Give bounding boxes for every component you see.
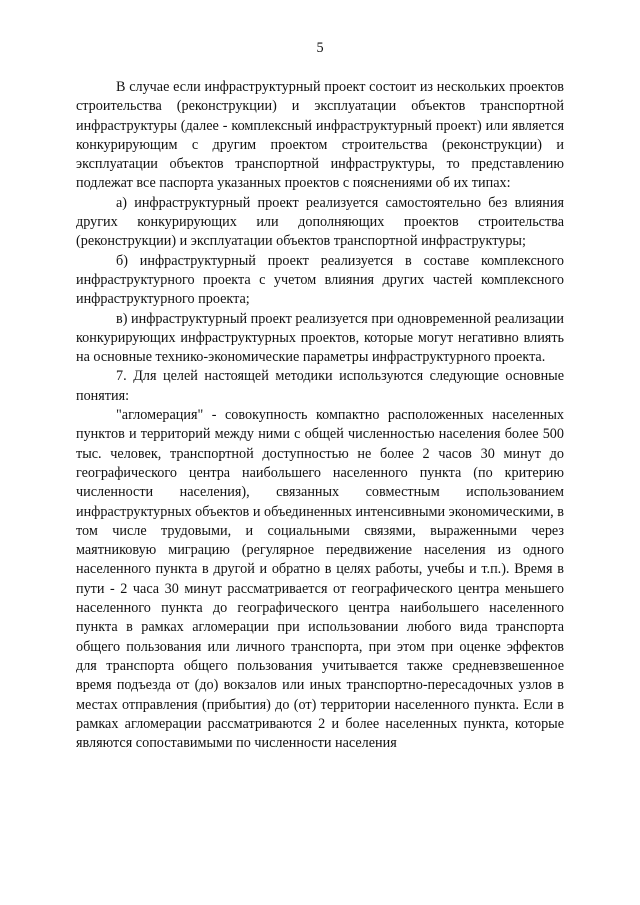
paragraph-section-7: 7. Для целей настоящей методики используются следующие основные понятия: <box>76 368 564 404</box>
paragraph-type-b: б) инфраструктурный проект реализуется в составе комплексного инфраструктурного проекта с учетом влияния других частей комплексного инфраструктурного проекта; <box>76 252 564 308</box>
paragraph-agglomeration-definition: "агломерация" - совокупность компактно расположенных населенных пунктов и территорий между ними с общей численностью населения более 500 тыс. человек, транспортной доступностью не более 2 часов 30 минут до географического центра наибольшего населенного пункта (по критерию численности населения), связанных совместным использованием инфраструктурных объектов и объединенных интенсивными экономическими, в том числе трудовыми, и социальными связями, выраженными через маятниковую миграцию (регулярное передвижение населения из одного населенного пункта в другой и обратно в целях работы, учебы и т.п.). Время в пути - 2 часа 30 минут рассматривается от географического центра меньшего населенного пункта до географического центра наибольшего населенного пункта в рамках агломерации при использовании любого вида транспорта общего пользования или личного транспорта, при этом при оценке эффектов для транспорта общего пользования учитывается также средневзвешенное время подъезда от (до) вокзалов или иных транспортно-пересадочных узлов в местах отправления (прибытия) до (от) территории населенного пункта. Если в рамках агломерации рассматриваются 2 и более населенных пункта, которые являются сопоставимыми по численности населения <box>76 407 564 752</box>
page-number: 5 <box>316 40 324 56</box>
body-text <box>76 78 564 753</box>
paragraph-type-c: в) инфраструктурный проект реализуется при одновременной реализации конкурирующих инфраструктурных проектов, которые могут негативно влиять на основные технико-экономические параметры инфраструктурного проекта. <box>76 310 564 366</box>
paragraph-complex-project-intro: В случае если инфраструктурный проект состоит из нескольких проектов строительства (реконструкции) и эксплуатации объектов транспортной инфраструктуры (далее - комплексный инфраструктурный проект) или является конкурирующим с другим проектом строительства (реконструкции) и эксплуатации объектов транспортной инфраструктуры, то представлению подлежат все паспорта указанных проектов с пояснениями об их типах: <box>76 79 564 192</box>
paragraph-type-a: а) инфраструктурный проект реализуется самостоятельно без влияния других конкурирующих или дополняющих проектов строительства (реконструкции) и эксплуатации объектов транспортной инфраструктуры; <box>76 194 564 250</box>
